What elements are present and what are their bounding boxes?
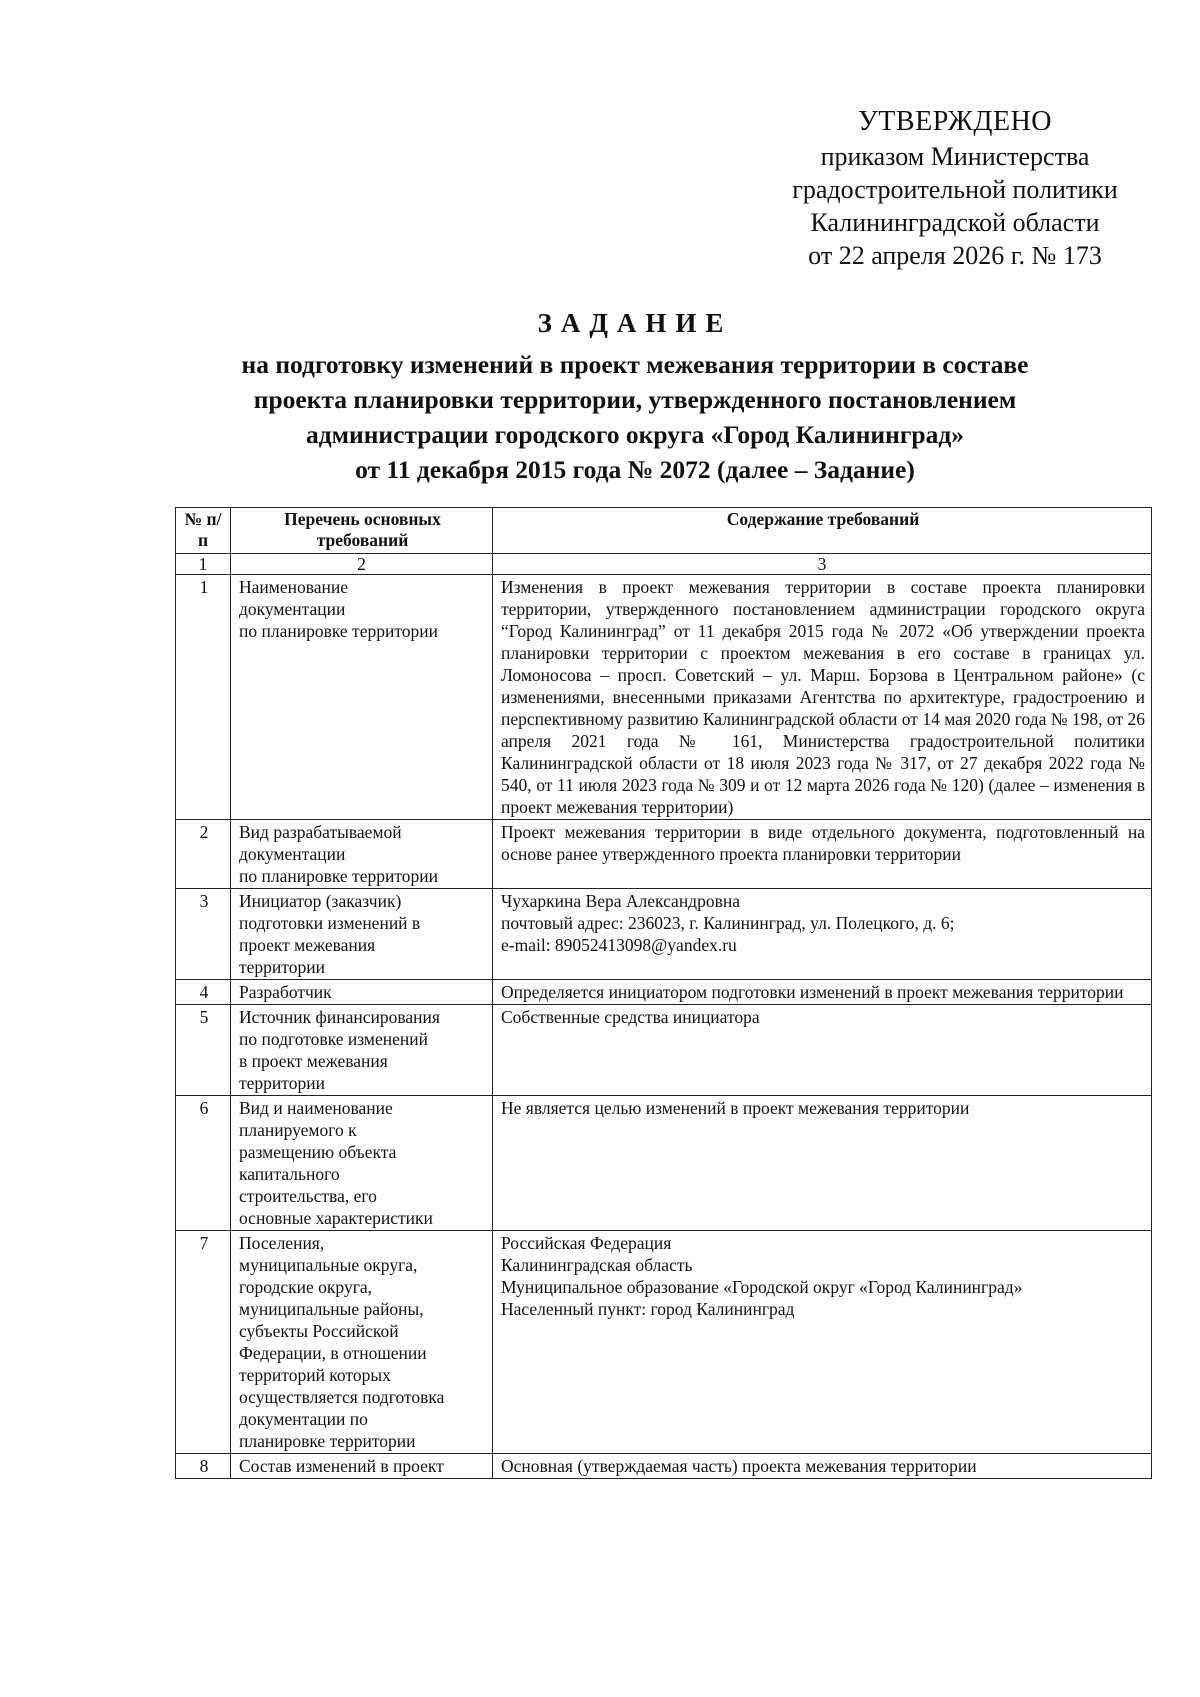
column-number: 3 [493, 554, 1152, 575]
table-row [176, 1454, 1152, 1479]
row-number: 8 [176, 1454, 231, 1479]
row-requirement: Поселения, муниципальные округа, городские округа, муниципальные районы, субъекты Российской Федерации, в отношении территорий которых осуществляется подготовка документации по планировке территории [231, 1231, 493, 1454]
document-title: ЗАДАНИЕ [537, 308, 733, 338]
row-content: Изменения в проект межевания территории в составе проекта планировки территории, утвержденного постановлением администрации городского округа “Город Калининград” от 11 декабря 2015 года № 2072 «Об утверждении проекта планировки территории с проектом межевания в его составе в границах ул. Ломоносова – просп. Советский – ул. Марш. Борзова в Центральном районе» (с изменениями, внесенными приказами Агентства по архитектуре, градостроению и перспективному развитию Калининградской области от 14 мая 2020 года № 198, от 26 апреля 2021 года № 161, Министерства градостроительной политики Калининградской области от 18 июля 2023 года № 317, от 27 декабря 2022 года № 540, от 11 июля 2023 года № 309 и от 12 марта 2026 года № 120) (далее – изменения в проект межевания территории) [493, 575, 1152, 820]
row-content: Не является целью изменений в проект межевания территории [493, 1096, 1152, 1231]
approval-line-4: от 22 апреля 2026 г. № 173 [808, 241, 1102, 270]
territory-country: Российская Федерация [501, 1233, 672, 1253]
header-number: № п/п [176, 508, 231, 554]
approval-stamp [760, 105, 1150, 272]
table-row [176, 1231, 1152, 1454]
row-number: 4 [176, 980, 231, 1005]
requirements-table [175, 507, 1152, 1479]
row-requirement: Вид и наименование планируемого к размещению объекта капитального строительства, его основные характеристики [231, 1096, 493, 1231]
row-requirement: Состав изменений в проект [231, 1454, 493, 1479]
subtitle-line-2: проекта планировки территории, утвержденного постановлением [253, 385, 1017, 414]
approval-line-3: Калининградской области [810, 208, 1100, 237]
document-subtitle [140, 347, 1130, 487]
document-title-block [140, 308, 1130, 487]
approval-line-2: градостроительной политики [792, 175, 1118, 204]
row-number: 3 [176, 889, 231, 980]
initiator-name: Чухаркина Вера Александровна [501, 891, 740, 911]
row-content [493, 1231, 1152, 1454]
row-content: Проект межевания территории в виде отдельного документа, подготовленный на основе ранее утвержденного проекта планировки территории [493, 820, 1152, 889]
table-row [176, 575, 1152, 820]
row-number: 1 [176, 575, 231, 820]
territory-municipality: Муниципальное образование «Городской округ «Город Калининград» [501, 1277, 1023, 1297]
row-number: 5 [176, 1005, 231, 1096]
row-requirement: Разработчик [231, 980, 493, 1005]
row-content: Основная (утверждаемая часть) проекта межевания территории [493, 1454, 1152, 1479]
row-content [493, 889, 1152, 980]
row-requirement: Вид разрабатываемой документации по планировке территории [231, 820, 493, 889]
header-requirement: Перечень основных требований [231, 508, 493, 554]
territory-settlement: Населенный пункт: город Калининград [501, 1299, 795, 1319]
table-header-row [176, 508, 1152, 554]
header-content: Содержание требований [493, 508, 1152, 554]
row-number: 6 [176, 1096, 231, 1231]
column-number: 2 [231, 554, 493, 575]
table-row [176, 1096, 1152, 1231]
table-row [176, 1005, 1152, 1096]
row-requirement: Наименование документации по планировке территории [231, 575, 493, 820]
row-requirement: Инициатор (заказчик) подготовки изменений в проект межевания территории [231, 889, 493, 980]
row-content: Собственные средства инициатора [493, 1005, 1152, 1096]
row-number: 2 [176, 820, 231, 889]
subtitle-line-3: администрации городского округа «Город Калининград» [306, 420, 964, 449]
initiator-address: почтовый адрес: 236023, г. Калининград, ул. Полецкого, д. 6; [501, 913, 955, 933]
column-number-row [176, 554, 1152, 575]
approval-line-1: приказом Министерства [820, 142, 1090, 171]
approved-label: УТВЕРЖДЕНО [857, 106, 1053, 137]
row-requirement: Источник финансирования по подготовке изменений в проект межевания территории [231, 1005, 493, 1096]
initiator-email: e-mail: 89052413098@yandex.ru [501, 935, 737, 955]
subtitle-line-4: от 11 декабря 2015 года № 2072 (далее – Задание) [355, 455, 915, 484]
table-row [176, 889, 1152, 980]
territory-region: Калининградская область [501, 1255, 693, 1275]
column-number: 1 [176, 554, 231, 575]
subtitle-line-1: на подготовку изменений в проект межевания территории в составе [241, 350, 1029, 379]
row-content: Определяется инициатором подготовки изменений в проект межевания территории [493, 980, 1152, 1005]
table-row [176, 980, 1152, 1005]
row-number: 7 [176, 1231, 231, 1454]
table-row [176, 820, 1152, 889]
